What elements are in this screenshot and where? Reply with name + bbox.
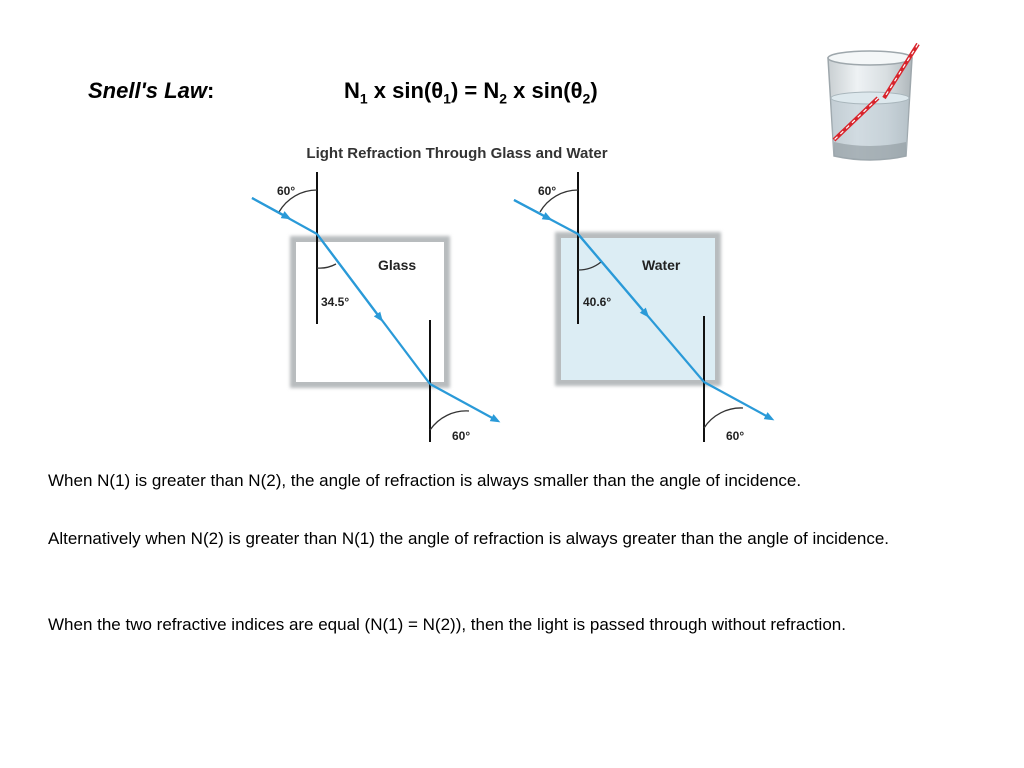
glass-incident-angle-label: 60° [277,184,296,198]
water-glass-with-straw-icon [820,40,924,166]
water-incident-arrow [514,200,548,218]
water-exit-arc [704,408,743,428]
formula-sin-1: x sin( [367,78,432,103]
formula-n1: N [344,78,360,103]
paragraph-n2-greater: Alternatively when N(2) is greater than N(1) the angle of refraction is always greater than the angle of incidence. [48,529,890,548]
water-label: Water [642,257,681,273]
formula-n1-subscript: 1 [359,90,368,107]
glass-refracted-angle-label: 34.5° [321,295,350,309]
glass-panel [252,172,496,443]
paragraph-equal-indices: When the two refractive indices are equal (N(1) = N(2)), then the light is passed through without refraction. [48,615,846,634]
paragraph-n1-greater: When N(1) is greater than N(2), the angle of refraction is always smaller than the angle of incidence. [48,471,802,490]
title-text: Snell's Law [88,78,207,103]
water-exit-angle-label: 60° [726,429,745,443]
glass-block [296,242,444,382]
formula-equals: ) = [450,78,484,103]
glass-exit-arc [430,411,469,430]
formula-n2-subscript: 2 [499,90,508,107]
formula-sin-2: x sin( [507,78,571,103]
refraction-diagram [240,138,785,448]
diagram-title: Light Refraction Through Glass and Water [306,145,608,162]
glass-exit-ray [430,384,496,420]
water-incident-angle-label: 60° [538,184,557,198]
glass-exit-angle-label: 60° [452,429,471,443]
slide-title [88,78,214,104]
glass-label: Glass [378,257,417,273]
title-colon: : [206,78,215,103]
formula-theta1: θ [431,78,444,103]
water-refracted-angle-label: 40.6° [583,295,612,309]
water-exit-ray [704,382,770,418]
formula-theta1-subscript: 1 [443,90,451,107]
formula-close: ) [590,78,598,103]
water-panel [514,172,770,443]
formula-n2: N [483,78,500,103]
formula-theta2: θ [570,78,583,103]
water-block [561,238,715,380]
formula-theta2-subscript: 2 [582,90,591,107]
snells-law-formula [344,78,598,106]
